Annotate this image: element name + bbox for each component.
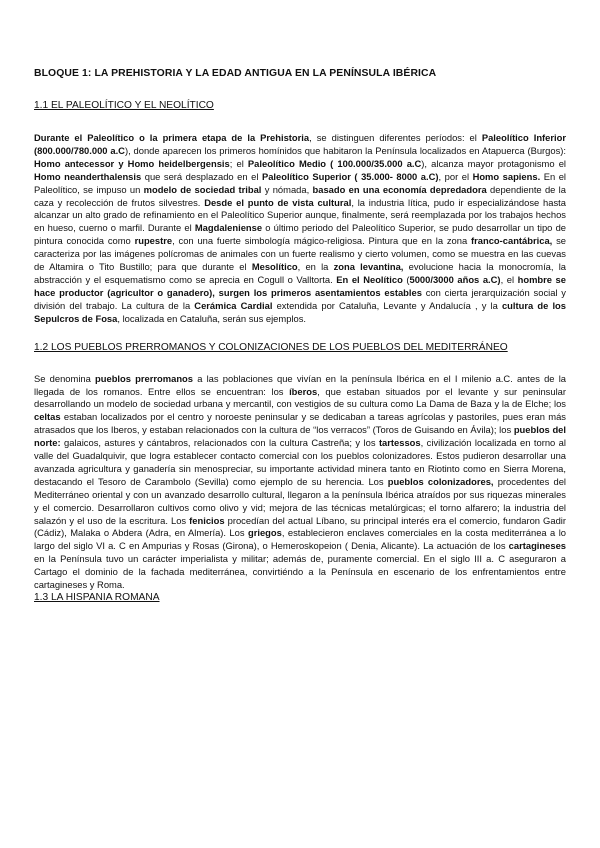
bold-text-run: En el Neolítico	[336, 273, 403, 285]
bold-text-run: Desde el punto de vista cultural	[204, 196, 352, 208]
bold-text-run: pueblos colonizadores,	[387, 475, 494, 487]
text-run: con cierta jerarquización social y división del trabajo. La cultura de la	[34, 286, 566, 311]
text-run: en la Península tuvo un carácter imperialista y militar; además de, puramente comercial. En el siglo III a. C aseguraron a Cartago el dominio de la fachada mediterránea, convirtiéndo a la Península en escenario de los enfrentamientos entre cartagineses y Roma.	[34, 553, 566, 591]
text-run: que será desplazado en el	[141, 170, 262, 182]
bold-text-run: tartessos	[378, 437, 421, 449]
bold-text-run: íberos	[289, 385, 318, 397]
text-run: a las poblaciones que vivían en la península Ibérica en el I milenio a.C. antes de la llegada de los romanos. Entre ellos se encuentran: los	[34, 372, 566, 397]
bold-text-run: 5000/3000 años a.C)	[409, 273, 501, 285]
text-run: se caracteriza por las imágenes polícromas de animales con un fuerte realismo y cierto volumen, como se muestra en las cuevas de Altamira o Tito Bustillo; para que durante el	[34, 235, 566, 273]
bold-text-run: Homo antecessor y Homo heidelbergensis	[34, 157, 230, 169]
text-run: ; el	[229, 157, 248, 169]
text-run: , que estaban situados por el levante y sur peninsular desarrollando un modelo de sociedad urbana y mercantil, con vestigios de su cultura como La Dama de Baza y la de Elche; los	[34, 385, 567, 410]
bold-text-run: fenicios	[189, 514, 225, 526]
section-heading-pueblos-prerromanos: 1.2 LOS PUEBLOS PRERROMANOS Y COLONIZACIONES DE LOS PUEBLOS DEL MEDITERRÁNEO	[34, 341, 508, 353]
bold-text-run: Magdaleniense	[194, 222, 263, 234]
bold-text-run: Homo sapiens.	[472, 170, 541, 182]
bold-text-run: franco-cantábrica,	[471, 235, 553, 247]
text-run: , por el	[438, 170, 473, 182]
bold-text-run: Cerámica Cardial	[194, 299, 273, 311]
bold-text-run: Paleolítico Medio ( 100.000/35.000 a.C	[247, 157, 422, 169]
text-run: procedentes del Mediterráneo oriental y con un avanzado desarrollo cultural, llegaron a la península Ibérica atraídos por sus riquezas minerales y el comercio. Desarrollaron cultivos como olivo y vid; mejora de las técnicas metalúrgicas; el torno alfarero; la industria del salazón y el uso de la escritura. Los	[34, 475, 566, 526]
bold-text-run: Mesolítico	[251, 261, 298, 273]
paragraph-paleolitico	[34, 132, 566, 326]
text-run: extendida por Cataluña, Levante y Andalucía , y la	[272, 299, 502, 311]
text-run: procedían del actual Líbano, su principal interés era el comercio, fundaron Gadir (Cádiz), Malaka o Abdera (Adra, en Almería). Los	[34, 514, 566, 539]
paragraph-pueblos-prerromanos	[34, 373, 566, 592]
bold-text-run: Paleolítico Inferior (800.000/780.000 a.C	[34, 132, 567, 156]
text-run: , en la	[297, 261, 334, 273]
text-run: o último periodo del Paleolítico Superior, se pudo desarrollar un tipo de pintura conocida como	[34, 222, 566, 247]
bold-text-run: Durante el Paleolítico o la primera etapa de la Prehistoria	[34, 132, 310, 143]
text-run: , la industria lítica, pudo ir especializándose hasta alcanzar un alto grado de refinamiento en el Paleolítico Superior aunque, finalmente, será reemplazada por los trabajos hechos en hueso, cuerno o marfil. Durante el	[34, 196, 566, 234]
text-run: galaicos, astures y cántabros, relacionados con la cultura Castreña; y los	[60, 437, 379, 449]
text-run: evolucione hacia la monocromía, la abstracción y el esquematismo como se aprecia en Cogull o Valltorta.	[34, 261, 566, 285]
bold-text-run: cartagineses	[508, 540, 566, 552]
bold-text-run: cultura de los Sepulcros de Fosa	[34, 299, 566, 324]
bold-text-run: griegos	[247, 527, 282, 539]
text-run: estaban localizados por el centro y noroeste peninsular y se dedicaban a tareas agrícolas y pastoriles, pues eran más atrasados que los Iberos, y estaban relacionados con la cultura de “los verracos” (Toros de Guisando en Ávila); los	[34, 411, 566, 436]
text-run: , con una fuerte simbología mágico-religiosa. Pintura que en la zona	[172, 235, 471, 247]
text-run: , civilización localizada en torno al valle del Guadalquivir, que logra establecer contacto comercial con los pueblos colonizadores. Estos pudieron desarrollar una avanzada agricultura y ganadería sin menospreciar, su importante actividad minera tanto en Riotinto como en Sierra Morena, destacando el Tesoro de Carambolo (Sevilla) como ejemplo de su herencia. Los	[34, 437, 566, 487]
text-run: Se denomina	[34, 372, 96, 384]
bold-text-run: pueblos prerromanos	[95, 372, 193, 384]
text-run: (	[402, 273, 410, 285]
bold-text-run: Paleolítico Superior ( 35.000- 8000 a.C)	[261, 170, 439, 182]
text-run: ), donde aparecen los primeros homínidos que habitaron la Península localizados en Atapuerca (Burgos):	[124, 144, 566, 156]
document-title: BLOQUE 1: LA PREHISTORIA Y LA EDAD ANTIGUA EN LA PENÍNSULA IBÉRICA	[34, 68, 437, 79]
bold-text-run: celtas	[34, 411, 61, 423]
text-run: y nómada,	[261, 183, 313, 195]
bold-text-run: zona levantina,	[333, 261, 404, 273]
text-run: , el	[500, 273, 518, 285]
section-heading-paleolitico: 1.1 EL PALEOLÍTICO Y EL NEOLÍTICO	[34, 100, 214, 111]
text-run: En el Paleolítico, se impuso un	[34, 170, 566, 195]
bold-text-run: Homo neanderthalensis	[34, 170, 142, 182]
text-run: , localizada en Cataluña, serán sus ejemplos.	[117, 312, 307, 324]
text-run: , se distinguen diferentes períodos: el	[309, 132, 482, 143]
bold-text-run: modelo de sociedad tribal	[143, 183, 262, 195]
text-run: ), alcanza mayor protagonismo el	[421, 157, 567, 169]
bold-text-run: hombre se hace productor (agricultor o ganadero), surgen los primeros asentamientos estables	[34, 273, 566, 298]
bold-text-run: rupestre	[134, 235, 173, 247]
text-run: , establecieron enclaves comerciales en la costa mediterránea a lo largo del siglo VI a. C en Ampurias y Rosas (Girona), o Hemeroskopeion ( Denia, Alicante). La actuación de los	[34, 527, 566, 552]
text-run: dependiente de la caza y recolección de frutos silvestres.	[34, 183, 566, 208]
section-heading-hispania-romana: 1.3 LA HISPANIA ROMANA	[34, 592, 160, 603]
bold-text-run: pueblos del norte:	[34, 424, 566, 449]
bold-text-run: basado en una economía depredadora	[312, 183, 487, 195]
